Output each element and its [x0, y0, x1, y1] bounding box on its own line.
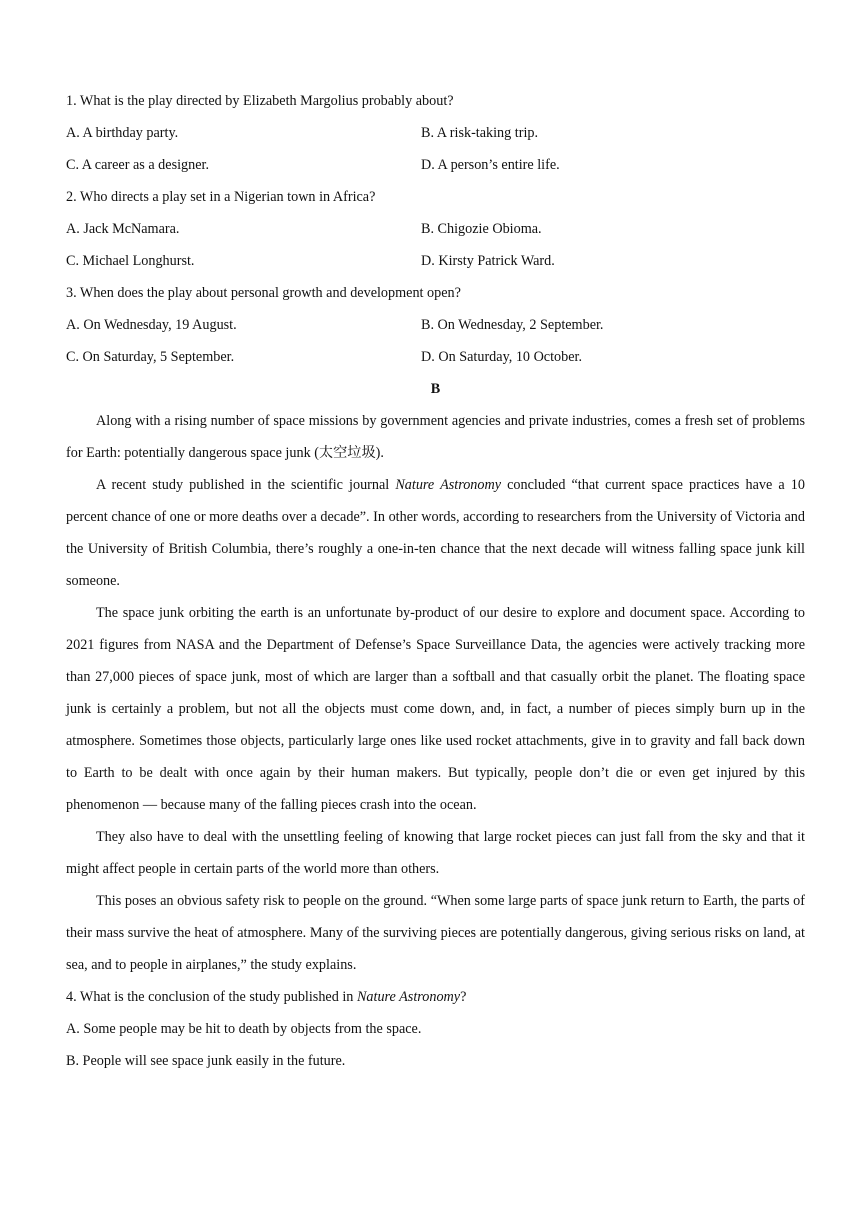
question-4	[66, 981, 805, 1013]
question-1-option-c: C. A career as a designer.	[66, 157, 210, 173]
section-b-paragraph-4: They also have to deal with the unsettling feeling of knowing that large rocket pieces can just fall from the sky and that it might affect people in certain parts of the world more than others.	[66, 829, 805, 877]
section-b-title: B	[430, 381, 441, 397]
section-b-paragraph-1: Along with a rising number of space missions by government agencies and private industries, comes a fresh set of problems for Earth: potentially dangerous space junk (太空垃圾).	[66, 413, 805, 461]
paragraph-2-text-after: concluded “that current space practices have a 10 percent chance of one or more deaths over a decade”. In other words, according to researchers from the University of Victoria and the University of British Columbia, there’s roughly a one-in-ten chance that the next decade will witness falling space junk kill someone.	[66, 477, 805, 589]
question-1-options-row-2	[66, 149, 805, 181]
question-3-option-d: D. On Saturday, 10 October.	[421, 349, 583, 365]
question-1-option-b: B. A risk-taking trip.	[421, 125, 539, 141]
question-2-option-c: C. Michael Longhurst.	[66, 253, 195, 269]
document-content	[66, 85, 805, 1077]
question-4-text-after: ?	[460, 989, 467, 1005]
question-3: 3. When does the play about personal growth and development open?	[66, 285, 461, 301]
question-2-option-a: A. Jack McNamara.	[66, 221, 180, 237]
question-2-option-d: D. Kirsty Patrick Ward.	[421, 253, 555, 269]
question-1-option-d: D. A person’s entire life.	[421, 157, 560, 173]
question-3-options-row-1	[66, 309, 805, 341]
section-b-paragraph-2	[66, 469, 805, 597]
question-3-options-row-2	[66, 341, 805, 373]
question-2: 2. Who directs a play set in a Nigerian town in Africa?	[66, 189, 376, 205]
question-4-journal-name: Nature Astronomy	[356, 989, 461, 1005]
question-3-option-a: A. On Wednesday, 19 August.	[66, 317, 237, 333]
question-4-option-a: A. Some people may be hit to death by objects from the space.	[66, 1021, 422, 1037]
question-3-option-c: C. On Saturday, 5 September.	[66, 349, 235, 365]
question-2-option-b: B. Chigozie Obioma.	[421, 221, 542, 237]
question-4-option-b: B. People will see space junk easily in the future.	[66, 1053, 346, 1069]
question-3-option-b: B. On Wednesday, 2 September.	[421, 317, 604, 333]
section-b-paragraph-3: The space junk orbiting the earth is an unfortunate by-product of our desire to explore and document space. According to 2021 figures from NASA and the Department of Defense’s Space Surveillance Data, the agencies were actively tracking more than 27,000 pieces of space junk, most of which are larger than a softball and that casually orbit the planet. The floating space junk is certainly a problem, but not all the objects must come down, and, in fact, a number of pieces simply burn up in the atmosphere. Sometimes those objects, particularly large ones like used rocket attachments, give in to gravity and fall back down to Earth to be dealt with once again by their human makers. But typically, people don’t die or even get injured by this phenomenon — because many of the falling pieces crash into the ocean.	[66, 605, 805, 813]
section-b-paragraph-5: This poses an obvious safety risk to people on the ground. “When some large parts of space junk return to Earth, the parts of their mass survive the heat of atmosphere. Many of the surviving pieces are potentially dangerous, giving serious risks on land, at sea, and to people in airplanes,” the study explains.	[66, 893, 805, 973]
journal-name: Nature Astronomy	[395, 477, 502, 493]
question-4-text-before: 4. What is the conclusion of the study published in	[66, 989, 357, 1005]
paragraph-2-text-before: A recent study published in the scientific journal	[96, 477, 396, 493]
question-1: 1. What is the play directed by Elizabeth Margolius probably about?	[66, 93, 454, 109]
question-1-option-a: A. A birthday party.	[66, 125, 179, 141]
question-2-options-row-1	[66, 213, 805, 245]
question-1-options-row-1	[66, 117, 805, 149]
question-2-options-row-2	[66, 245, 805, 277]
